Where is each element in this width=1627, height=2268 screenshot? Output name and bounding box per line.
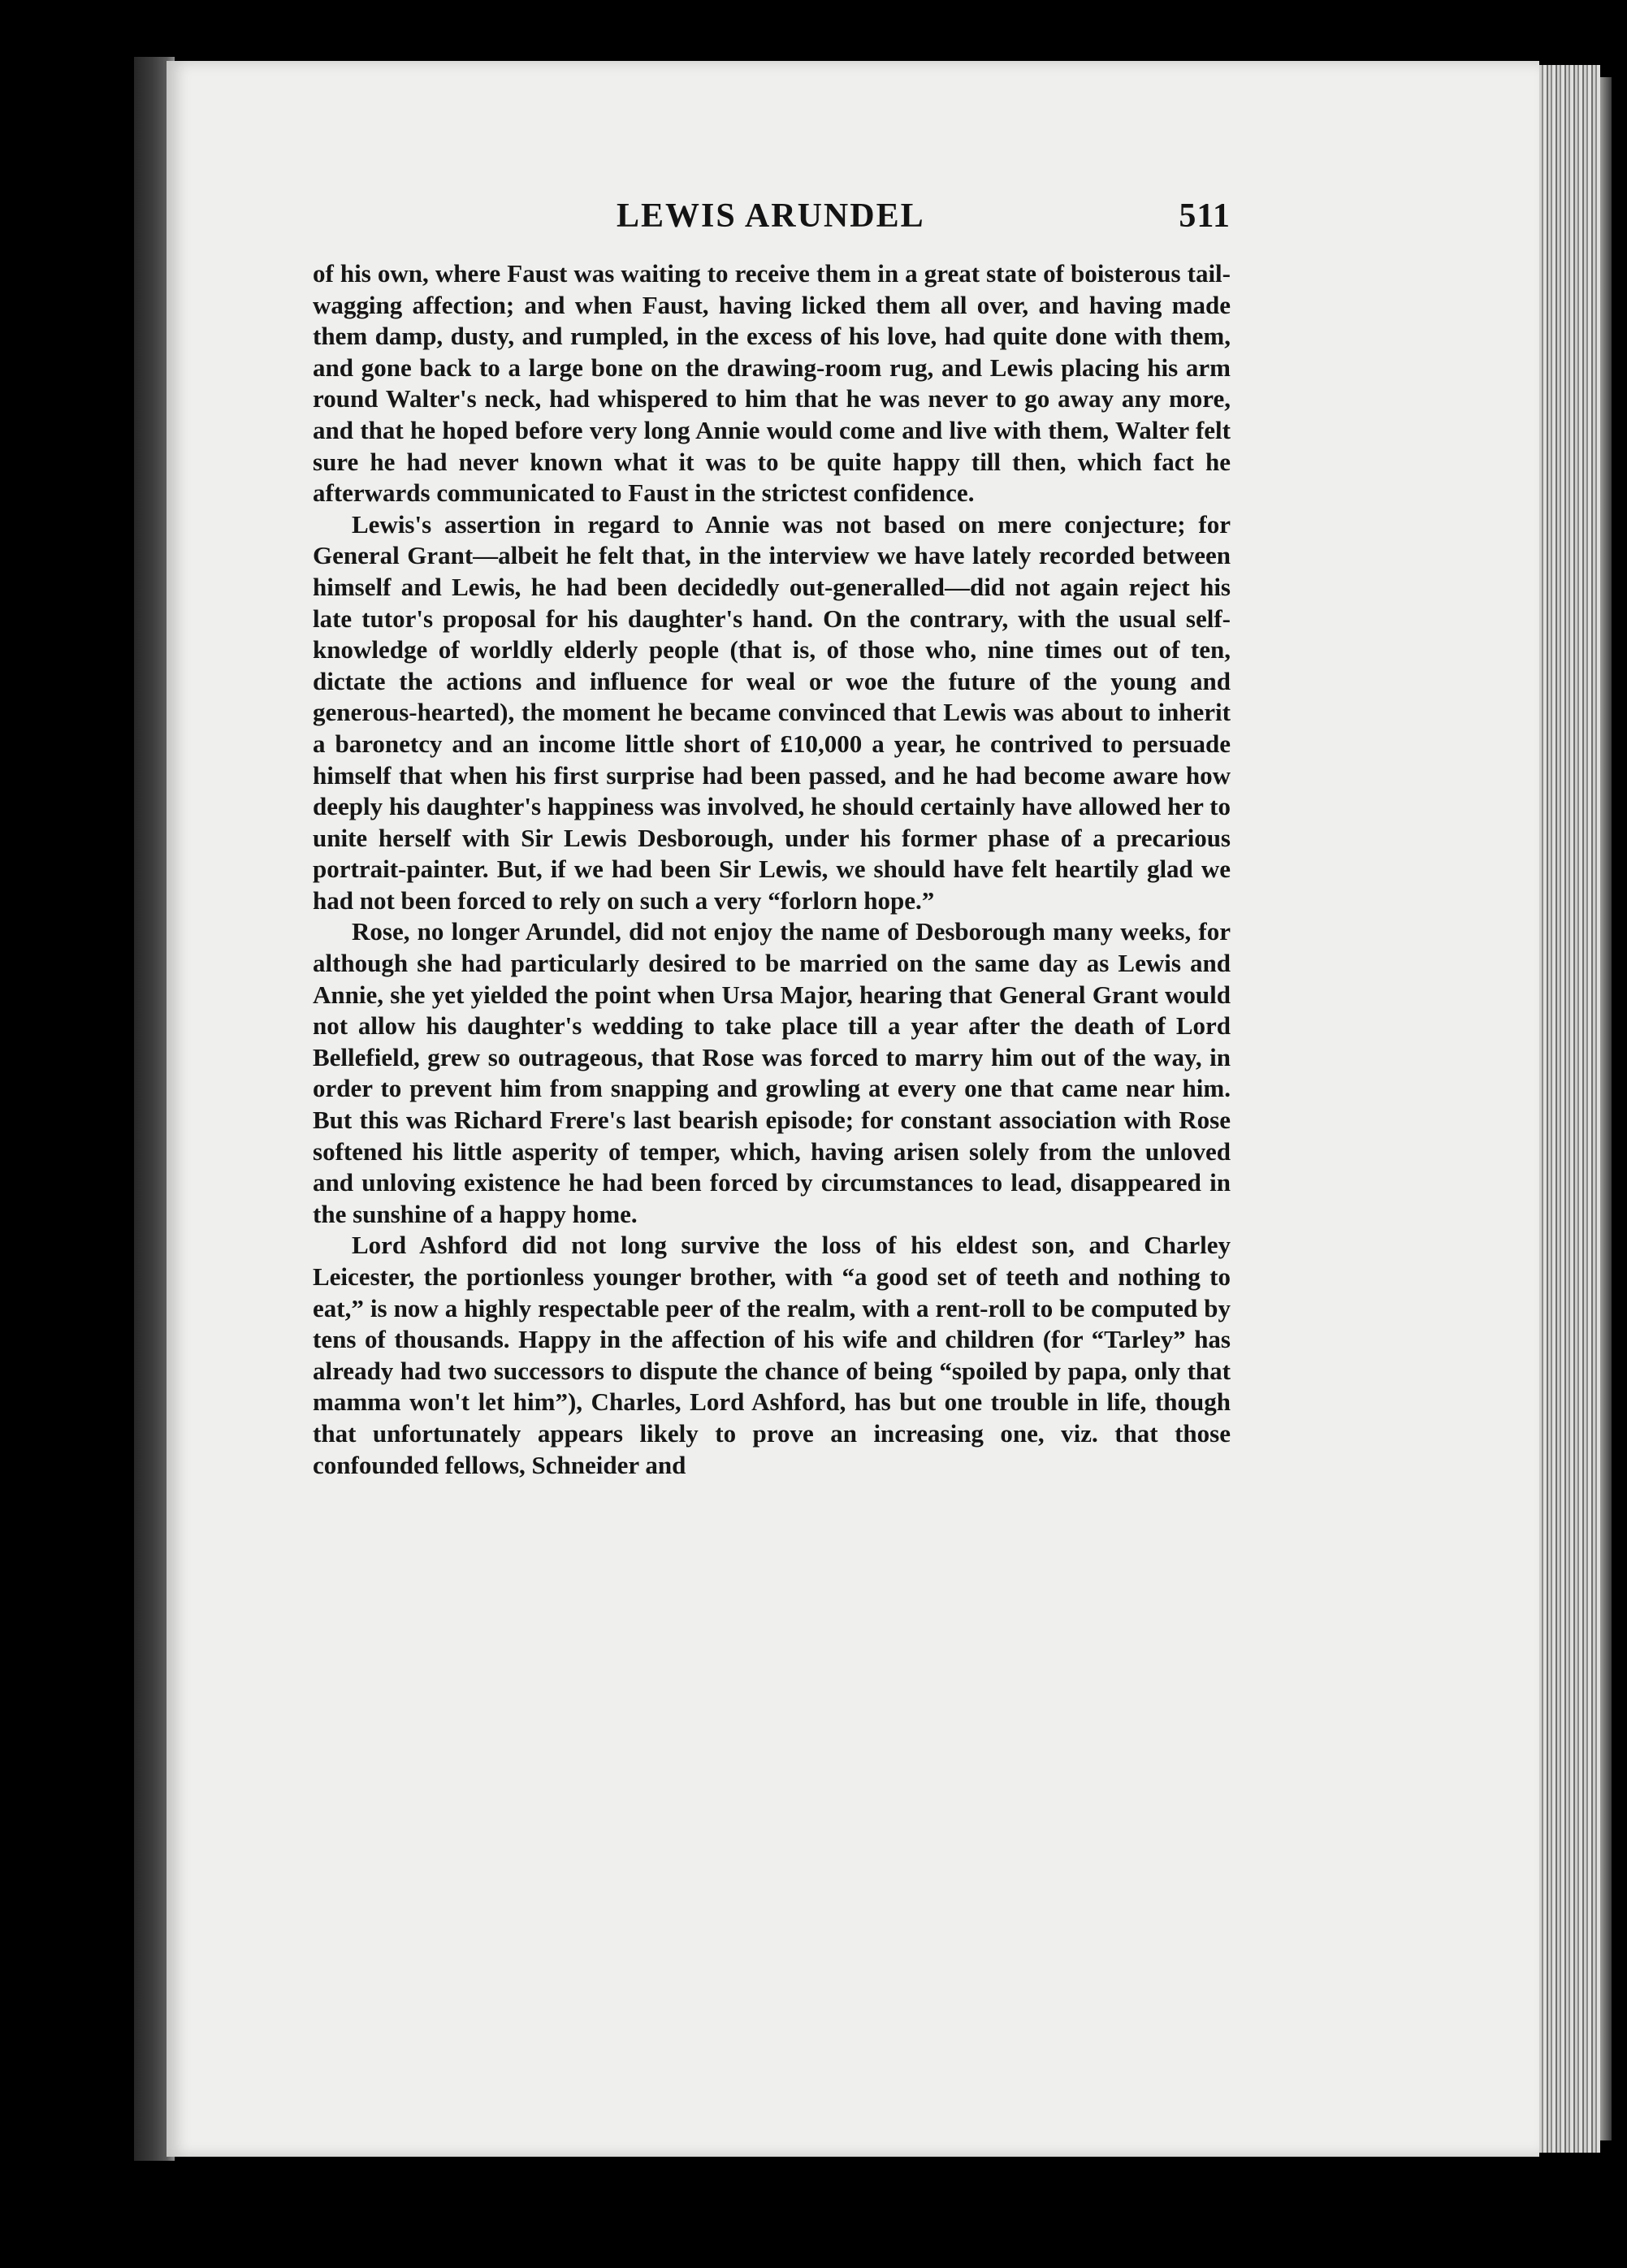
paragraph: Lewis's assertion in regard to Annie was not based on mere conjecture; for General Grant—albeit he felt that, in the interview we have lately recorded between himself and Lewis, he had been decidedly out-generalled—did not again reject his late tutor's proposal for his daughter's hand. On the contrary, with the usual self-knowledge of worldly elderly people (that is, of those who, nine times out of ten, dictate the actions and influence for weal or woe the future of the young and generous-hearted), the moment he became convinced that Lewis was about to inherit a baronetcy and an income little short of £10,000 a year, he contrived to persuade himself that when his first surprise had been passed, and he had become aware how deeply his daughter's happiness was involved, he should certainly have allowed her to unite herself with Sir Lewis Desborough, under his former phase of a precarious portrait-painter. But, if we had been Sir Lewis, we should have felt heartily glad we had not been forced to rely on such a very “forlorn hope.”	[313, 509, 1231, 915]
book-cover-edge	[1600, 77, 1612, 2140]
paragraph-continued: of his own, where Faust was waiting to receive them in a great state of boisterous tail-wagging affection; and when Faust, having licked them all over, and having made them damp, dusty, and rumpled, in the excess of his love, had quite done with them, and gone back to a large bone on the drawing-room rug, and Lewis placing his arm round Walter's neck, had whispered to him that he was never to go away any more, and that he hoped before very long Annie would come and live with them, Walter felt sure he had never known what it was to be quite happy till then, which fact he afterwards communicated to Faust in the strictest confidence.	[313, 259, 1231, 508]
body-text	[313, 258, 1231, 1481]
running-head	[313, 197, 1231, 245]
running-head-title: LEWIS ARUNDEL	[617, 197, 925, 235]
page-number: 511	[1179, 197, 1231, 235]
page-stack-edges	[1539, 65, 1600, 2153]
paragraph: Rose, no longer Arundel, did not enjoy the name of Desborough many weeks, for although she had particularly desired to be married on the same day as Lewis and Annie, she yet yielded the point when Ursa Major, hearing that General Grant would not allow his daughter's wedding to take place till a year after the death of Lord Bellefield, grew so outrageous, that Rose was forced to marry him out of the way, in order to prevent him from snapping and growling at every one that came near him. But this was Richard Frere's last bearish episode; for constant association with Rose softened his little asperity of temper, which, having arisen solely from the unloved and unloving existence he had been forced by circumstances to lead, disappeared in the sunshine of a happy home.	[313, 917, 1231, 1228]
paragraph: Lord Ashford did not long survive the loss of his eldest son, and Charley Leicester, the portionless younger brother, with “a good set of teeth and nothing to eat,” is now a highly respectable peer of the realm, with a rent-roll to be computed by tens of thousands. Happy in the affection of his wife and children (for “Tarley” has already had two successors to dispute the chance of being “spoiled by papa, only that mamma won't let him”), Charles, Lord Ashford, has but one trouble in life, though that unfortunately appears likely to prove an increasing one, viz. that those confounded fellows, Schneider and	[313, 1231, 1231, 1479]
